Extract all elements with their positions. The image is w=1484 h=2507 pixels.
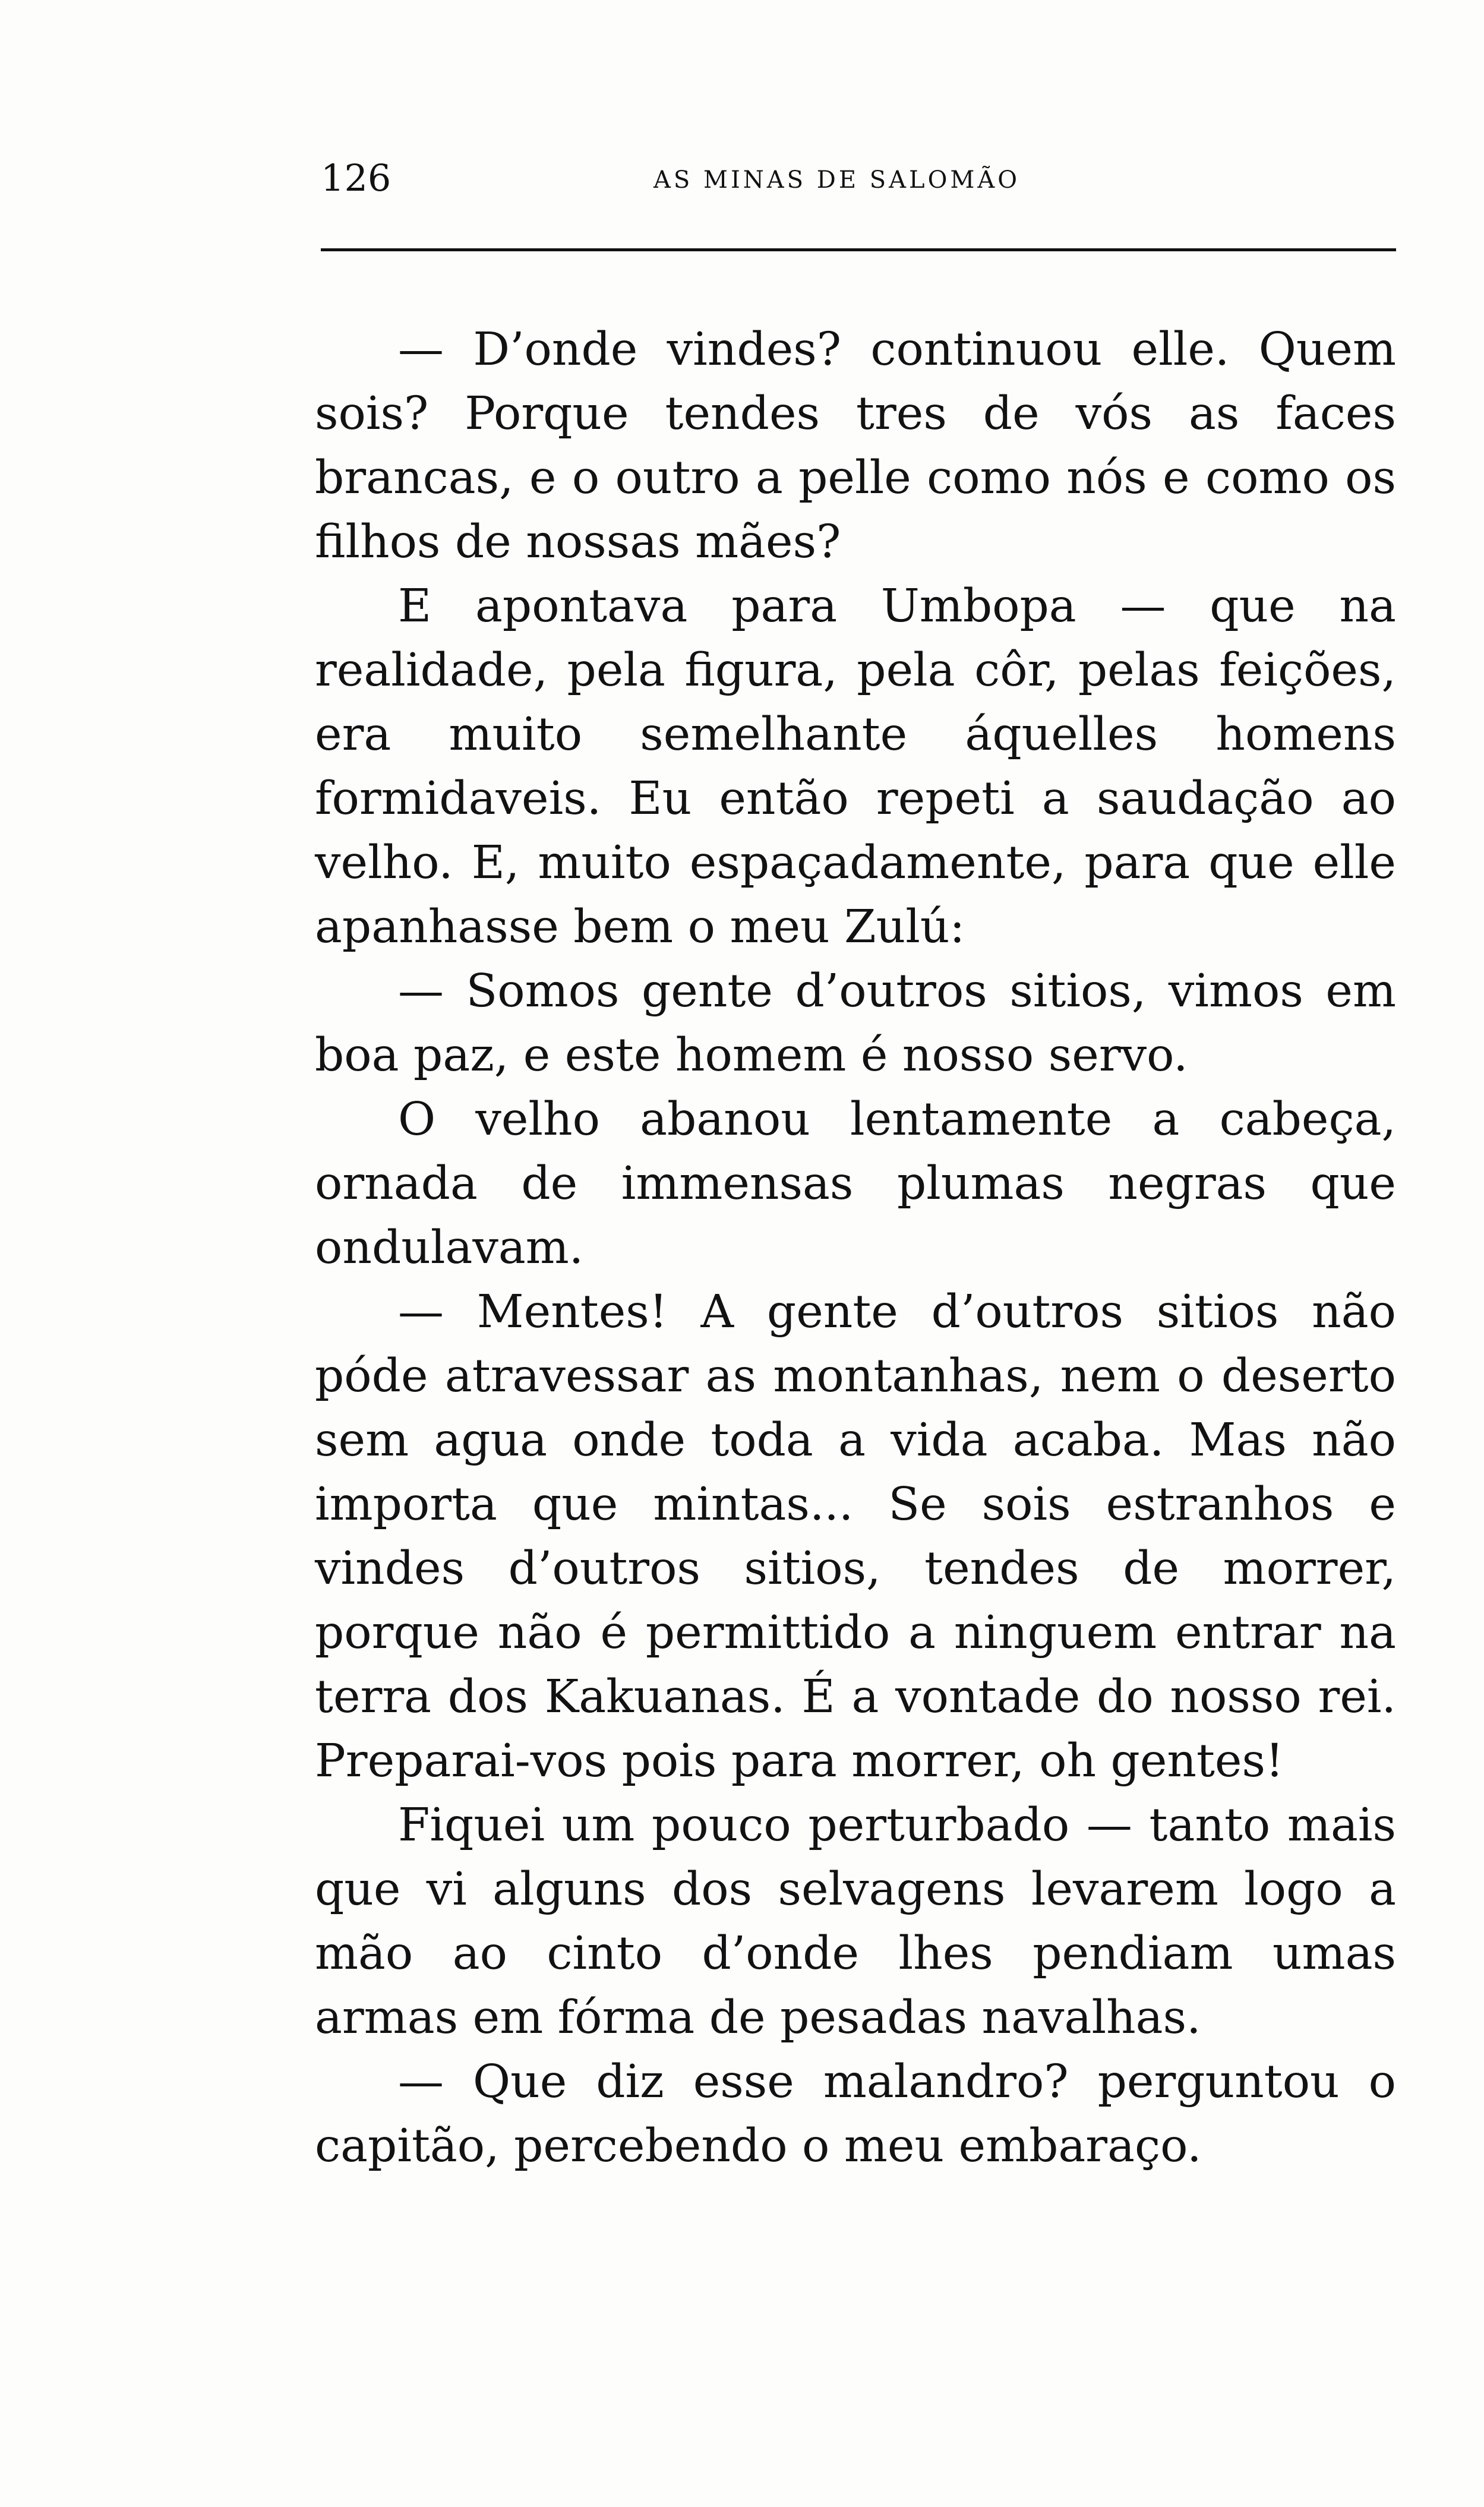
- paragraph: O velho abanou lentamente a cabeça, ornada de immensas plumas negras que ondulavam.: [315, 1093, 1396, 1274]
- running-title: AS MINAS DE SALOMÃO: [653, 166, 1021, 194]
- header-rule: [321, 248, 1396, 251]
- paragraph: E apontava para Umbopa — que na realidade, pela figura, pela côr, pelas feições, era muito semelhante áquelles homens formidaveis. Eu então repeti a saudação ao velho. E, muito espaçadamente, para que elle apanhasse bem o meu Zulú:: [315, 580, 1396, 953]
- paragraph: — Somos gente d’outros sitios, vimos em boa paz, e este homem é nosso servo.: [315, 965, 1396, 1082]
- paragraph: — Mentes! A gente d’outros sitios não póde atravessar as montanhas, nem o deserto sem agua onde toda a vida acaba. Mas não importa que mintas... Se sois estranhos e vindes d’outros sitios, tendes de morrer, porque não é permittido a ninguem entrar na terra dos Kakuanas. É a vontade do nosso rei. Preparai-vos pois para morrer, oh gentes!: [315, 1286, 1396, 1788]
- page-header: [321, 151, 1396, 205]
- body-text: [315, 318, 1396, 2178]
- paragraph: — Que diz esse malandro? perguntou o capitão, percebendo o meu embaraço.: [315, 2056, 1396, 2173]
- paragraph: — D’onde vindes? continuou elle. Quem sois? Porque tendes tres de vós as faces brancas, e o outro a pelle como nós e como os filhos de nossas mães?: [315, 323, 1396, 569]
- page-number: 126: [321, 156, 391, 200]
- paragraph: Fiquei um pouco perturbado — tanto mais que vi alguns dos selvagens levarem logo a mão ao cinto d’onde lhes pendiam umas armas em fórma de pesadas navalhas.: [315, 1799, 1396, 2044]
